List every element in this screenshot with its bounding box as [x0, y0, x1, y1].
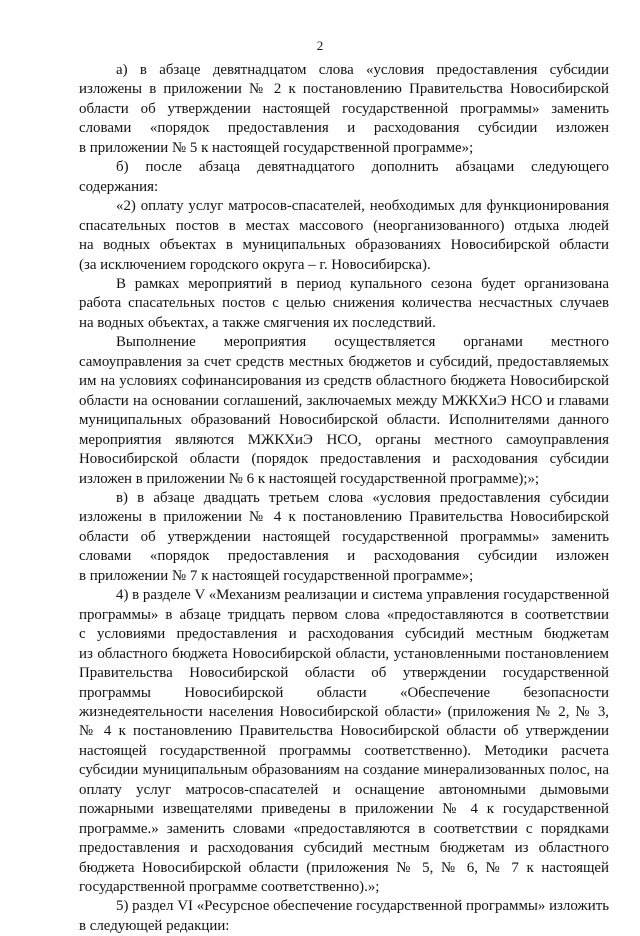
paragraph-a [79, 61, 609, 158]
text-line: В рамках мероприятий в период купального сезона будет организована [116, 275, 609, 292]
text-line: области на основании соглашений, заключаемых между МЖКХиЭ НСО и главами [79, 392, 609, 409]
text-line: 4) в разделе V «Механизм реализации и система управления государственной [116, 587, 610, 604]
text-line: словами «порядок предоставления и расходования субсидии изложен [79, 548, 609, 565]
text-line: программы Новосибирской области «Обеспечение безопасности [79, 684, 609, 701]
text-line: в) в абзаце двадцать третьем слова «условия предоставления субсидии [116, 489, 609, 506]
text-line: (за исключением городского округа – г. Новосибирска). [79, 256, 431, 273]
text-line: б) после абзаца девятнадцатого дополнить абзацами следующего [116, 159, 609, 176]
text-line: в приложении № 5 к настоящей государственной программе»; [79, 139, 474, 156]
text-line: бюджета Новосибирской области (приложения № 5, № 6, № 7 к настоящей [79, 859, 609, 876]
paragraph-b2 [79, 275, 609, 333]
text-line: а) в абзаце девятнадцатом слова «условия предоставления субсидии [116, 62, 609, 78]
text-line: Правительства Новосибирской области об утверждении государственной [79, 665, 609, 682]
paragraph-b3 [79, 333, 609, 489]
paragraph-b1 [79, 197, 609, 275]
text-line: жизнедеятельности населения Новосибирской области» (приложения № 2, № 3, [79, 703, 609, 720]
text-line: Новосибирской области (порядок предоставления и расходования субсидии [79, 451, 609, 468]
text-line: области об утверждении настоящей государственной программы» заменить [79, 100, 609, 117]
paragraph-c [79, 489, 609, 586]
text-line: самоуправления за счет средств местных бюджетов и субсидий, предоставляемых [79, 353, 609, 370]
paragraph-p4 [79, 586, 609, 897]
text-line: работа спасательных постов с целью снижения количества несчастных случаев [79, 295, 609, 312]
text-line: на водных объектах в муниципальных образованиях Новосибирской области [79, 237, 609, 254]
text-line: 5) раздел VI «Ресурсное обеспечение государственной программы» изложить [116, 898, 609, 915]
text-line: с условиями предоставления и расходования субсидий местным бюджетам [79, 626, 609, 643]
text-line: спасательных постов в местах массового (неорганизованного) отдыха людей [79, 217, 609, 234]
text-line: Выполнение мероприятия осуществляется органами местного [116, 334, 609, 351]
text-line: «2) оплату услуг матросов-спасателей, необходимых для функционирования [116, 198, 609, 215]
text-line: государственной программе соответственно).»; [79, 879, 380, 896]
text-line: им на условиях софинансирования из средств областного бюджета Новосибирской [79, 373, 609, 390]
text-line: муниципальных образований Новосибирской области. Исполнителями данного [79, 412, 609, 429]
text-line: в следующей редакции: [79, 917, 230, 934]
text-line: изложены в приложении № 2 к постановлению Правительства Новосибирской [79, 81, 609, 98]
text-line: в приложении № 7 к настоящей государственной программе»; [79, 567, 474, 584]
text-line: из областного бюджета Новосибирской области, установленными постановлением [79, 645, 609, 662]
text-line: изложен в приложении № 6 к настоящей государственной программе);»; [79, 470, 540, 487]
document-body [79, 61, 609, 936]
text-line: изложены в приложении № 4 к постановлению Правительства Новосибирской [79, 509, 609, 526]
text-line: мероприятия являются МЖКХиЭ НСО, органы местного самоуправления [79, 431, 609, 448]
text-line: предоставления и расходования субсидий местным бюджетам из областного [79, 840, 609, 857]
text-line: словами «порядок предоставления и расходования субсидии изложен [79, 120, 609, 137]
text-line: содержания: [79, 178, 159, 195]
text-line: настоящей государственной программы соответственно). Методики расчета [79, 742, 609, 759]
text-line: программы» в абзаце тридцать первом слова «предоставляются в соответствии [79, 606, 609, 623]
text-line: № 4 к постановлению Правительства Новосибирской области об утверждении [79, 723, 609, 740]
text-line: на водных объектах, а также смягчения их последствий. [79, 314, 436, 331]
paragraph-b [79, 158, 609, 197]
text-line: оплату услуг матросов-спасателей и оснащение автономными дымовыми [79, 781, 609, 798]
text-line: субсидии муниципальным образованиям на создание минерализованных полос, на [79, 762, 609, 779]
page-number: 2 [316, 38, 324, 53]
text-line: области об утверждении настоящей государственной программы» заменить [79, 528, 609, 545]
text-line: пожарными извещателями приведены в приложении № 4 к государственной [79, 801, 609, 818]
paragraph-p5 [79, 897, 609, 936]
text-line: программе.» заменить словами «предоставляются в соответствии с порядками [79, 820, 609, 837]
